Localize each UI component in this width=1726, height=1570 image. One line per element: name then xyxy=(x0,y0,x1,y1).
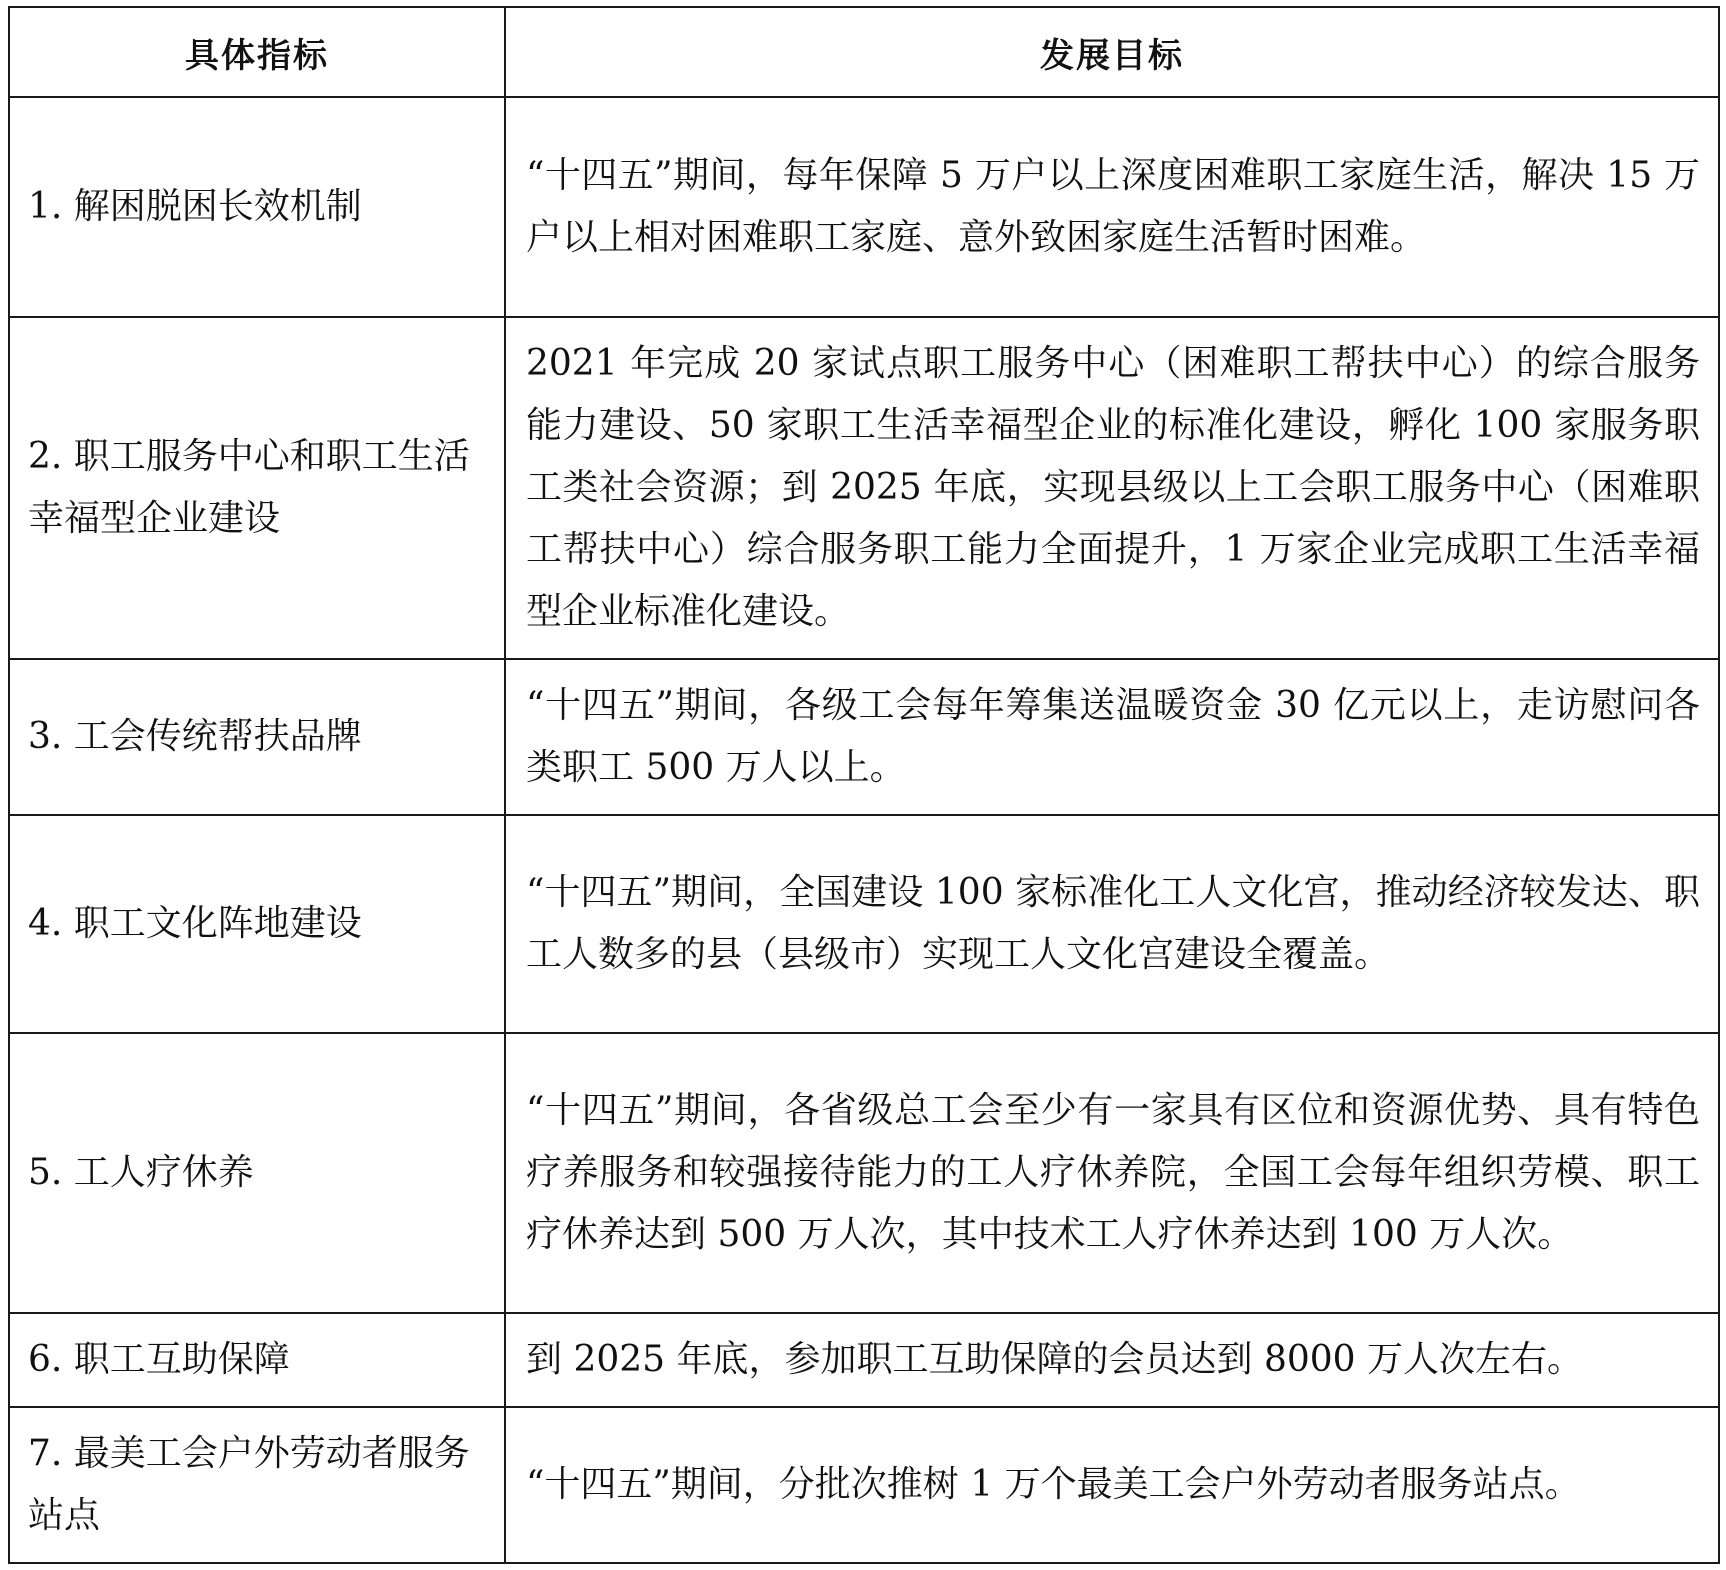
indicator-cell: 4. 职工文化阵地建设 xyxy=(9,815,505,1033)
indicator-cell: 7. 最美工会户外劳动者服务站点 xyxy=(9,1407,505,1563)
target-cell: 到 2025 年底，参加职工互助保障的会员达到 8000 万人次左右。 xyxy=(505,1313,1719,1407)
table-row xyxy=(9,97,1719,317)
indicator-cell: 1. 解困脱困长效机制 xyxy=(9,97,505,317)
target-cell: “十四五”期间，每年保障 5 万户以上深度困难职工家庭生活，解决 15 万户以上相对困难职工家庭、意外致困家庭生活暂时困难。 xyxy=(505,97,1719,317)
table-row xyxy=(9,1313,1719,1407)
table-row xyxy=(9,317,1719,659)
indicator-cell: 5. 工人疗休养 xyxy=(9,1033,505,1313)
target-cell: “十四五”期间，各省级总工会至少有一家具有区位和资源优势、具有特色疗养服务和较强接待能力的工人疗休养院，全国工会每年组织劳模、职工疗休养达到 500 万人次，其中技术工人疗休养达到 100 万人次。 xyxy=(505,1033,1719,1313)
indicator-cell: 2. 职工服务中心和职工生活幸福型企业建设 xyxy=(9,317,505,659)
header-indicator: 具体指标 xyxy=(9,7,505,97)
table-row xyxy=(9,659,1719,815)
header-row xyxy=(9,7,1719,97)
header-target: 发展目标 xyxy=(505,7,1719,97)
indicator-cell: 3. 工会传统帮扶品牌 xyxy=(9,659,505,815)
table-row xyxy=(9,1407,1719,1563)
target-cell: 2021 年完成 20 家试点职工服务中心（困难职工帮扶中心）的综合服务能力建设、50 家职工生活幸福型企业的标准化建设，孵化 100 家服务职工类社会资源；到 2025 年底，实现县级以上工会职工服务中心（困难职工帮扶中心）综合服务职工能力全面提升，1 万家企业完成职工生活幸福型企业标准化建设。 xyxy=(505,317,1719,659)
target-cell: “十四五”期间，全国建设 100 家标准化工人文化宫，推动经济较发达、职工人数多的县（县级市）实现工人文化宫建设全覆盖。 xyxy=(505,815,1719,1033)
indicator-cell: 6. 职工互助保障 xyxy=(9,1313,505,1407)
target-cell: “十四五”期间，分批次推树 1 万个最美工会户外劳动者服务站点。 xyxy=(505,1407,1719,1563)
table-row xyxy=(9,815,1719,1033)
table-row xyxy=(9,1033,1719,1313)
goals-table xyxy=(8,6,1720,1564)
target-cell: “十四五”期间，各级工会每年筹集送温暖资金 30 亿元以上，走访慰问各类职工 500 万人以上。 xyxy=(505,659,1719,815)
